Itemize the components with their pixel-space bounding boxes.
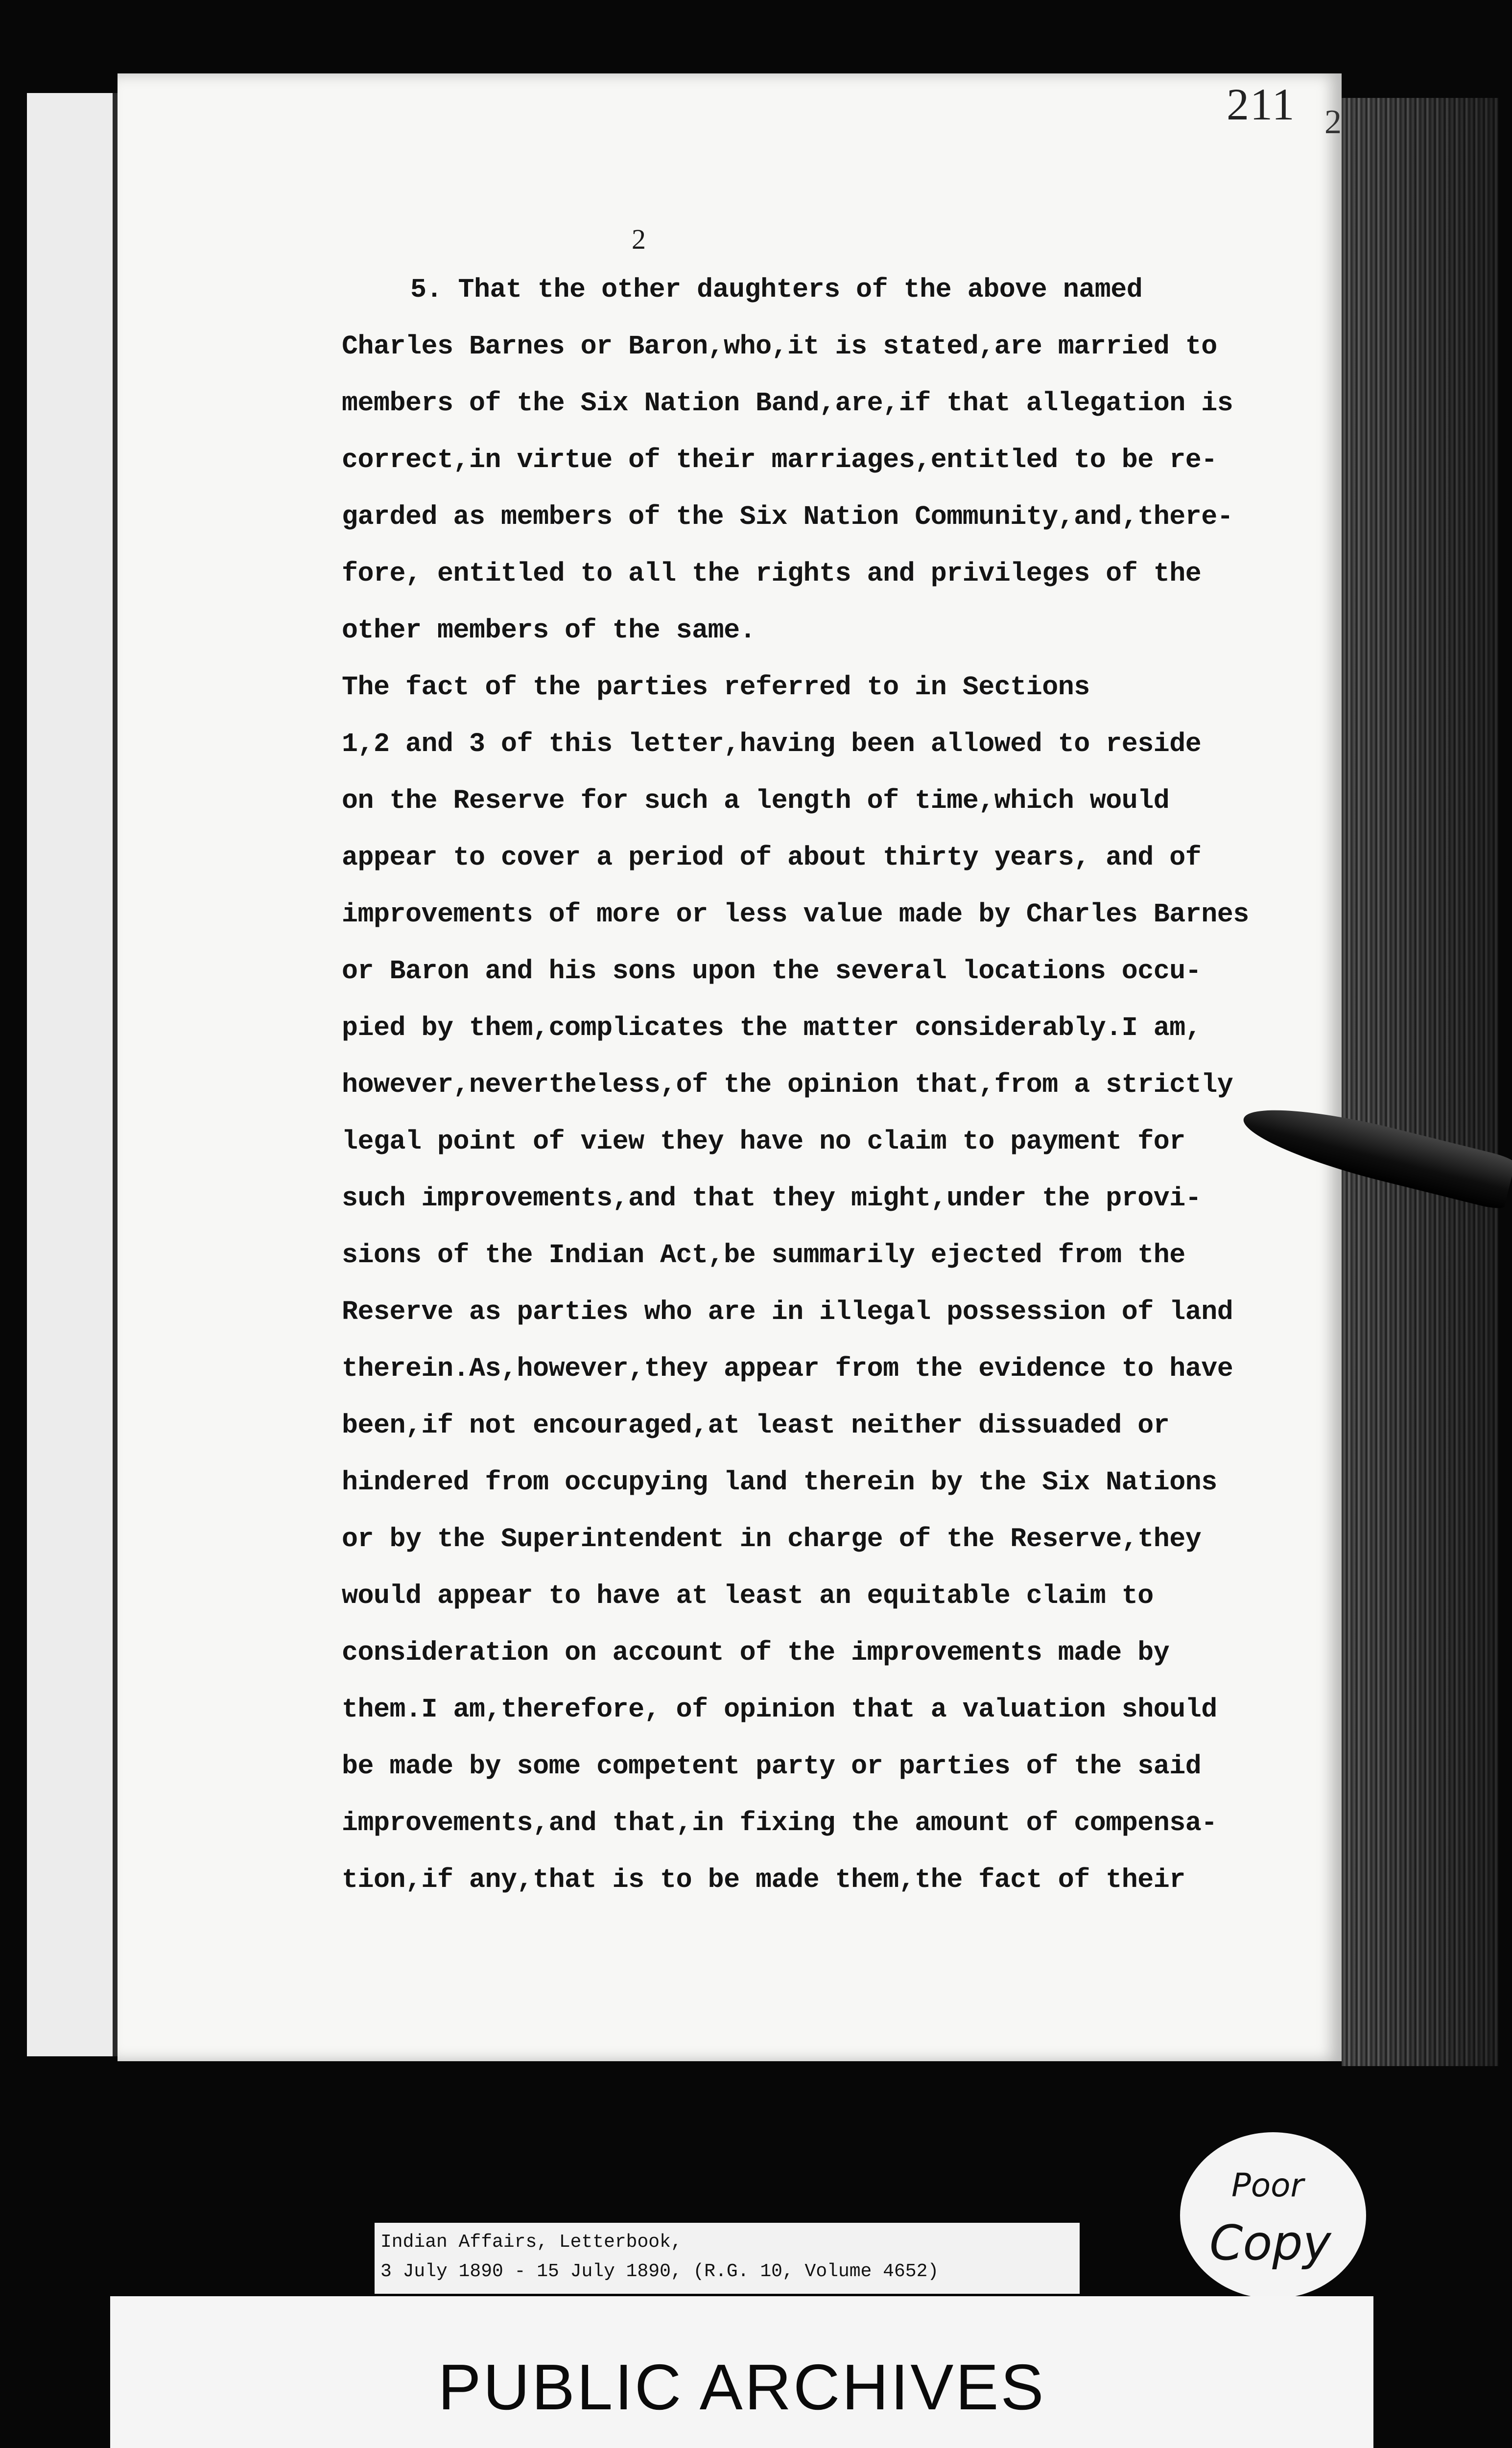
letter-line: Reserve as parties who are in illegal possession of land xyxy=(342,1296,1233,1327)
letter-line: 5. That the other daughters of the above named xyxy=(410,274,1143,305)
book-edge-shadow xyxy=(1342,98,1498,2066)
letter-line: improvements of more or less value made by Charles Barnes xyxy=(342,899,1249,930)
stamp-line-2: Copy xyxy=(1209,2215,1331,2271)
poor-copy-stamp xyxy=(1180,2132,1366,2299)
archive-label xyxy=(110,2296,1373,2448)
letter-line: pied by them,complicates the matter considerably.I am, xyxy=(342,1012,1202,1043)
letter-line: tion,if any,that is to be made them,the fact of their xyxy=(342,1864,1185,1895)
letter-line: them.I am,therefore, of opinion that a valuation should xyxy=(342,1694,1217,1725)
previous-page-margin xyxy=(27,93,118,2056)
folio-number-bleed: 2 xyxy=(1324,103,1342,141)
letter-line: consideration on account of the improvements made by xyxy=(342,1637,1170,1668)
letter-line: garded as members of the Six Nation Community,and,there- xyxy=(342,501,1233,532)
stamp-line-1: Poor xyxy=(1231,2166,1304,2204)
letter-line: other members of the same. xyxy=(342,615,756,646)
letter-line: The fact of the parties referred to in Sections xyxy=(342,672,1090,703)
letter-line: 1,2 and 3 of this letter,having been allowed to reside xyxy=(342,729,1202,759)
letter-line: legal point of view they have no claim to payment for xyxy=(342,1126,1185,1157)
letter-line: Charles Barnes or Baron,who,it is stated,are married to xyxy=(342,331,1217,362)
letter-line: on the Reserve for such a length of time,which would xyxy=(342,785,1170,816)
caption-line-1: Indian Affairs, Letterbook, xyxy=(380,2232,682,2253)
microfilm-caption xyxy=(375,2223,1080,2294)
letter-line: been,if not encouraged,at least neither dissuaded or xyxy=(342,1410,1170,1441)
letter-line: fore, entitled to all the rights and privileges of the xyxy=(342,558,1202,589)
letter-line: or Baron and his sons upon the several locations occu- xyxy=(342,956,1202,987)
letter-line: however,nevertheless,of the opinion that,from a strictly xyxy=(342,1069,1233,1100)
letter-line: therein.As,however,they appear from the evidence to have xyxy=(342,1353,1233,1384)
letter-line: such improvements,and that they might,under the provi- xyxy=(342,1183,1202,1214)
caption-line-2: 3 July 1890 - 15 July 1890, (R.G. 10, Volume 4652) xyxy=(380,2261,939,2282)
letter-line: appear to cover a period of about thirty years, and of xyxy=(342,842,1202,873)
archive-line-1: PUBLIC ARCHIVES xyxy=(438,2351,1046,2423)
letter-line: be made by some competent party or parties of the said xyxy=(342,1751,1202,1782)
letter-line: or by the Superintendent in charge of the Reserve,they xyxy=(342,1524,1202,1554)
letter-line: improvements,and that,in fixing the amount of compensa- xyxy=(342,1808,1217,1838)
letter-line: correct,in virtue of their marriages,entitled to be re- xyxy=(342,445,1217,475)
folio-number: 211 xyxy=(1227,79,1296,129)
letter-line: would appear to have at least an equitable claim to xyxy=(342,1580,1154,1611)
letter-line: sions of the Indian Act,be summarily ejected from the xyxy=(342,1240,1185,1271)
letter-line: hindered from occupying land therein by the Six Nations xyxy=(342,1467,1217,1498)
letter-line: members of the Six Nation Band,are,if that allegation is xyxy=(342,388,1233,419)
letter-page-number: 2 xyxy=(632,223,646,255)
